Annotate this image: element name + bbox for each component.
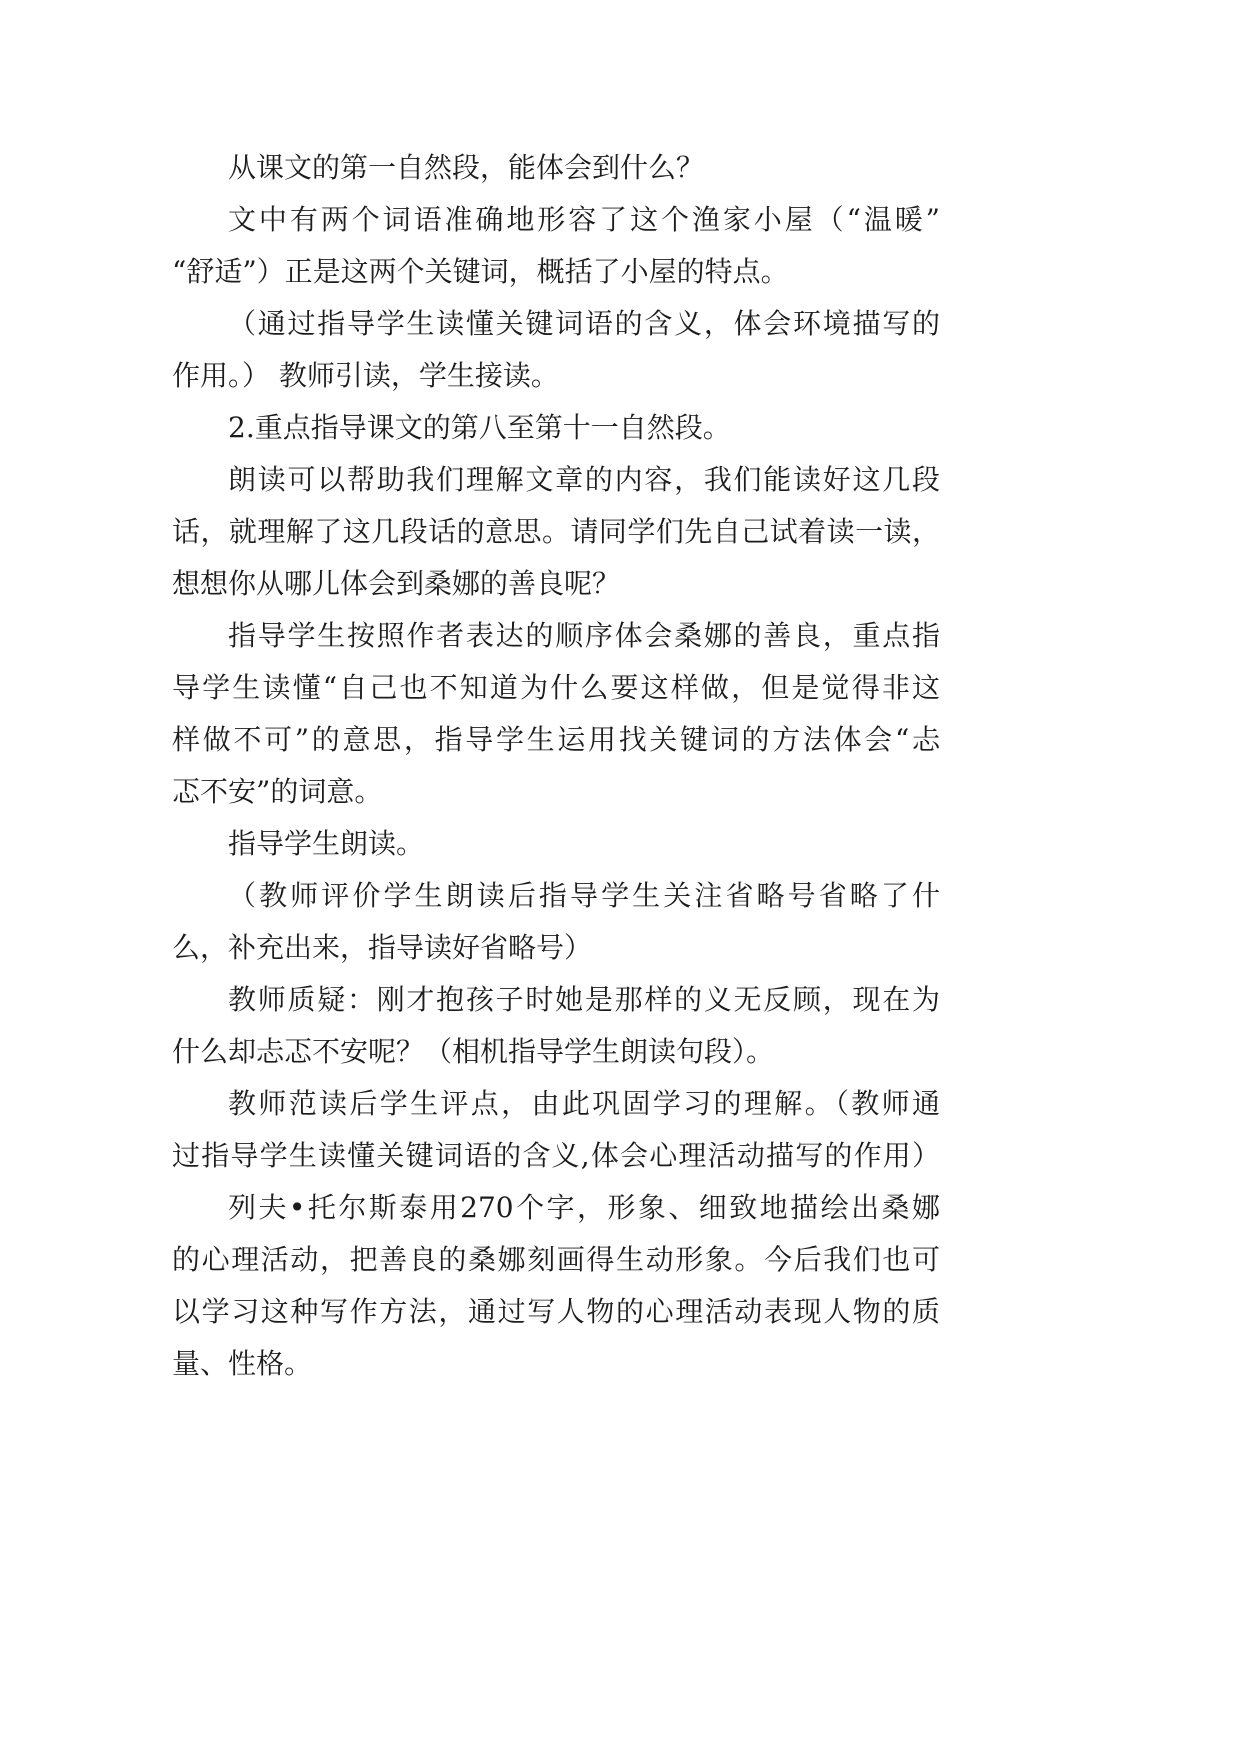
paragraph <box>172 1078 940 1182</box>
paragraph <box>172 610 940 818</box>
text-line: （教师评价学生朗读后指导学生关注省略号省略了什 <box>228 879 940 912</box>
text-line: 文中有两个词语准确地形容了这个渔家小屋（“温暖” <box>228 203 940 236</box>
text-line: 教师质疑：刚才抱孩子时她是那样的义无反顾，现在为 <box>228 983 940 1016</box>
text-line: 么，补充出来，指导读好省略号） <box>172 931 593 964</box>
text-line: 2.重点指导课文的第八至第十一自然段。 <box>228 411 731 444</box>
text-line: （通过指导学生读懂关键词语的含义，体会环境描写的 <box>228 307 940 340</box>
text-line: 过指导学生读懂关键词语的含义,体会心理活动描写的作用） <box>172 1139 940 1172</box>
text-line: 列夫•托尔斯泰用270个字，形象、细致地描绘出桑娜 <box>228 1191 940 1224</box>
paragraph <box>172 402 940 454</box>
text-line: 样做不可”的意思，指导学生运用找关键词的方法体会“忐 <box>172 723 940 756</box>
paragraph <box>172 974 940 1078</box>
paragraph <box>172 194 940 298</box>
text-line: 量、性格。 <box>172 1347 313 1380</box>
paragraph <box>172 818 940 870</box>
text-line: 导学生读懂“自己也不知道为什么要这样做，但是觉得非这 <box>172 671 940 704</box>
text-line: 作用。） 教师引读，学生接读。 <box>172 359 559 392</box>
paragraph <box>172 142 940 194</box>
text-line: 指导学生按照作者表达的顺序体会桑娜的善良，重点指 <box>228 619 940 652</box>
paragraph <box>172 454 940 610</box>
paragraph <box>172 870 940 974</box>
text-line: 从课文的第一自然段，能体会到什么？ <box>228 151 705 184</box>
text-line: 指导学生朗读。 <box>228 827 425 860</box>
paragraph <box>172 1182 940 1390</box>
text-line: 以学习这种写作方法，通过写人物的心理活动表现人物的质 <box>172 1295 940 1328</box>
text-line: 的心理活动，把善良的桑娜刻画得生动形象。今后我们也可 <box>172 1243 940 1276</box>
text-line: 话，就理解了这几段话的意思。请同学们先自己试着读一读， <box>172 515 940 548</box>
text-line: 什么却忐忑不安呢？（相机指导学生朗读句段）。 <box>172 1035 775 1068</box>
text-line: 朗读可以帮助我们理解文章的内容，我们能读好这几段 <box>228 463 940 496</box>
text-line: “舒适”）正是这两个关键词，概括了小屋的特点。 <box>172 255 789 288</box>
document-body <box>172 142 940 1390</box>
text-line: 教师范读后学生评点，由此巩固学习的理解。（教师通 <box>228 1087 940 1120</box>
paragraph <box>172 298 940 402</box>
text-line: 忑不安”的词意。 <box>172 775 383 808</box>
text-line: 想想你从哪儿体会到桑娜的善良呢？ <box>172 567 621 600</box>
